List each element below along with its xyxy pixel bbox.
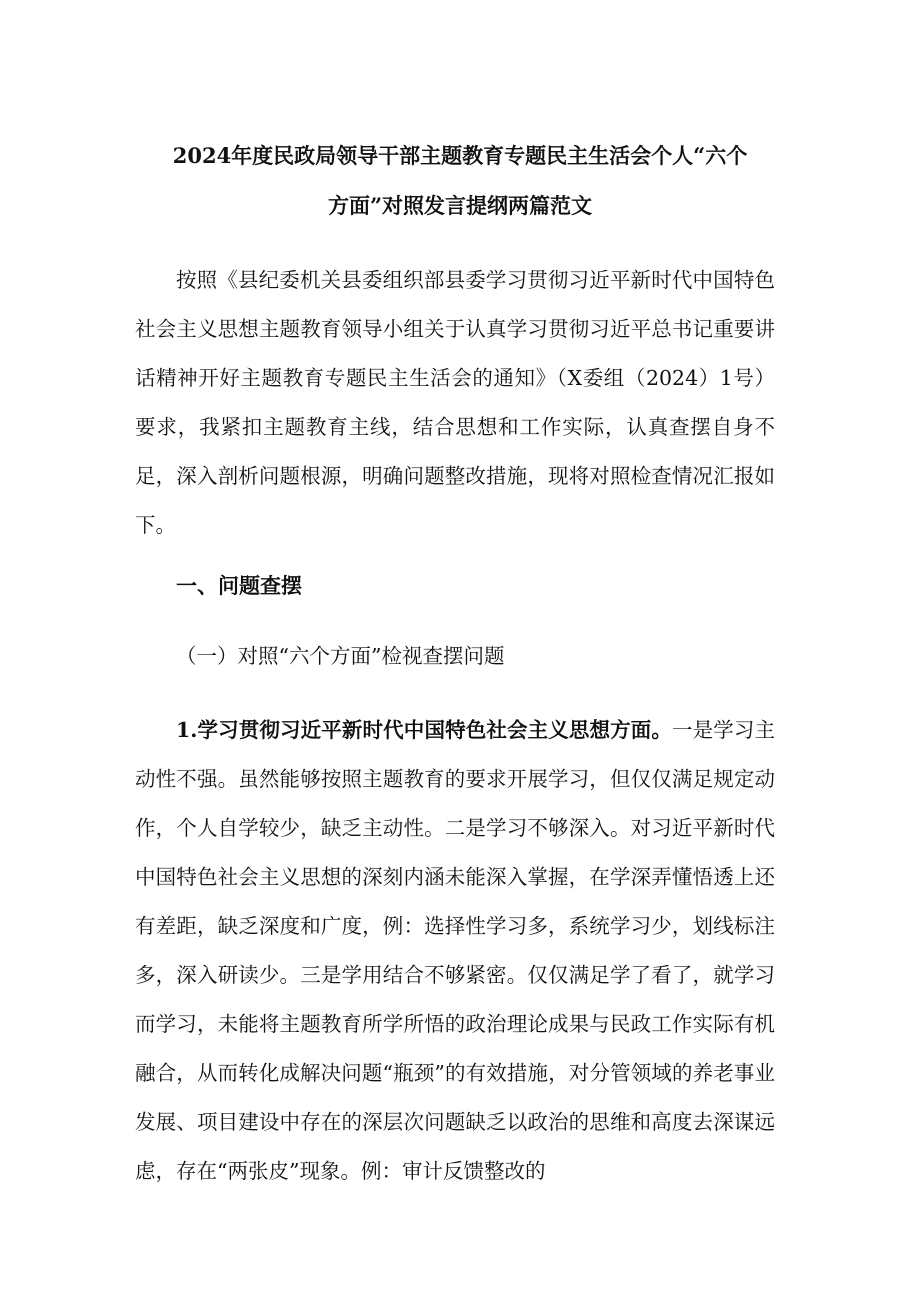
section-heading-problems: 一、问题查摆	[176, 573, 302, 598]
document-title-line-1: 2024年度民政局领导干部主题教育专题民主生活会个人“六个	[172, 143, 748, 168]
intro-paragraph: 按照《县纪委机关县委组织部县委学习贯彻习近平新时代中国特色社会主义思想主题教育领导小组关于认真学习贯彻习近平总书记重要讲话精神开好主题教育专题民主生活会的通知》（X委组（2024）1号）要求，我紧扣主题教育主线，结合思想和工作实际，认真查摆自身不足，深入剖析问题根源，明确问题整改措施，现将对照检查情况汇报如下。	[135, 268, 775, 537]
item-1-body: 一是学习主动性不强。虽然能够按照主题教育的要求开展学习，但仅仅满足规定动作，个人自学较少，缺乏主动性。二是学习不够深入。对习近平新时代中国特色社会主义思想的深刻内涵未能深入掌握，在学深弄懂悟透上还有差距，缺乏深度和广度，例：选择性学习多，系统学习少，划线标注多，深入研读少。三是学用结合不够紧密。仅仅满足学了看了，就学习而学习，未能将主题教育所学所悟的政治理论成果与民政工作实际有机融合，从而转化成解决问题“瓶颈”的有效措施，对分管领域的养老事业发展、项目建设中存在的深层次问题缺乏以政治的思维和高度去深谋远虑，存在“两张皮”现象。例：审计反馈整改的	[135, 718, 775, 1183]
document-title-line-2: 方面”对照发言提纲两篇范文	[327, 193, 593, 218]
subsection-heading-six-aspects: （一）对照“六个方面”检视查摆问题	[176, 644, 505, 668]
item-1-paragraph	[135, 706, 775, 1196]
item-1-lead: 1.学习贯彻习近平新时代中国特色社会主义思想方面。	[176, 718, 672, 742]
